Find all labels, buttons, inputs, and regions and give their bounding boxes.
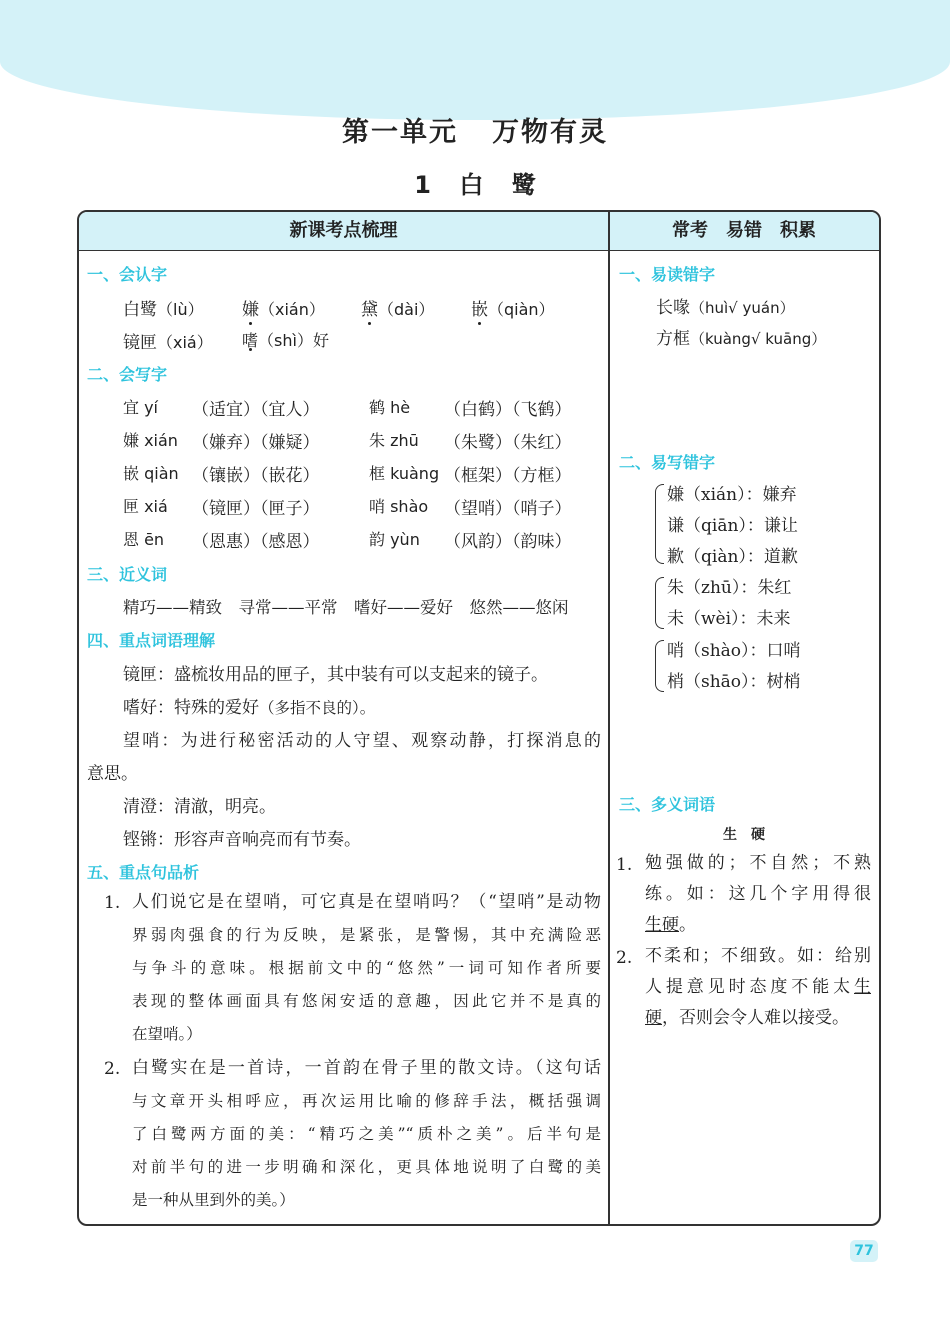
pinyin: （xián）	[259, 300, 325, 319]
sentence-2	[132, 1052, 601, 1217]
miswrite-item: 嫌（xián）：嫌弃	[667, 485, 797, 505]
write-char: 恩 ēn	[123, 530, 165, 549]
definition-1	[645, 848, 871, 941]
example-word: 硬	[645, 1008, 662, 1028]
unit-title	[0, 110, 950, 149]
definition-text: 。	[679, 915, 696, 935]
example-word: 生	[854, 977, 871, 997]
section-polysemy-title: 三、多义词语	[619, 795, 716, 814]
definition-text: ，否则会令人难以接受。	[662, 1008, 849, 1028]
vocab-note: （多指不良的）。	[259, 699, 376, 717]
recognize-item	[361, 295, 434, 320]
char: 镜匣	[123, 333, 157, 353]
misread-word: 长喙	[656, 298, 690, 318]
recognize-item	[123, 328, 213, 353]
pinyin: （shì）好	[258, 331, 329, 350]
miswrite-item: 未（wèi）：未来	[667, 609, 791, 629]
section-sentence-title: 五、重点句品析	[87, 863, 200, 882]
pinyin: （xiá）	[157, 333, 213, 352]
sentence-line: 与文章开头相呼应，再次运用比喻的修辞手法，概括强调	[132, 1092, 601, 1110]
vocab-text: 望哨：为进行秘密活动的人守望、观察动静，打探消息的	[123, 731, 601, 751]
write-words: （镜匣）（匣子）	[192, 499, 320, 519]
vocab-text: 嗜好：特殊的爱好	[123, 698, 259, 718]
write-words: （嫌弃）（嫌疑）	[192, 433, 320, 453]
sentence-line: 与争斗的意味。根据前文中的“悠然”一词可知作者所要	[132, 959, 601, 977]
vocab-wangshao	[123, 726, 601, 751]
miswrite-item: 朱（zhū）：朱红	[667, 578, 792, 598]
write-char: 韵 yùn	[369, 530, 420, 549]
unit-label: 第一单元	[342, 117, 458, 148]
vocab-wangshao-cont: 意思。	[87, 764, 138, 784]
miswrite-item: 梢（shāo）：树梢	[667, 672, 801, 692]
write-char: 框 kuàng	[369, 464, 440, 483]
vocab-shihao	[123, 693, 375, 718]
write-char: 宜 yí	[123, 398, 159, 417]
sentence-line: 对前半句的进一步明确和深化，更具体地说明了白鹭的美	[132, 1158, 601, 1176]
section-write-title: 二、会写字	[87, 365, 168, 384]
section-miswrite-title: 二、易写错字	[619, 453, 716, 472]
recognize-item	[471, 295, 555, 320]
brace	[655, 577, 664, 629]
miswrite-item: 歉（qiàn）：道歉	[667, 547, 798, 567]
sentence-line: 表现的整体画面具有悠闲安适的意趣，因此它并不是真的	[132, 992, 601, 1010]
polysemy-word: 生 硬	[723, 827, 765, 843]
brace	[655, 484, 664, 564]
section-recognize-title: 一、会认字	[87, 265, 168, 284]
pinyin: （qiàn）	[488, 300, 555, 319]
char: 黛	[361, 300, 378, 320]
write-char: 哨 shào	[369, 497, 429, 516]
definition-line: 练。如：这几个字用得很	[645, 884, 871, 904]
definition-line: 勉强做的；不自然；不熟	[645, 853, 871, 873]
sentence-line: 了白鹭两方面的美：“精巧之美”“质朴之美”。后半句是	[132, 1125, 601, 1143]
definition-2	[645, 941, 871, 1034]
write-words: （恩惠）（感恩）	[192, 532, 320, 552]
content-panel	[77, 210, 881, 1226]
write-words: （镶嵌）（嵌花）	[192, 466, 320, 486]
sentence-line: 界弱肉强食的行为反映，是紧张，是警惕，其中充满险恶	[132, 926, 601, 944]
section-synonym-title: 三、近义词	[87, 565, 168, 584]
write-words: （朱鹭）（朱红）	[444, 433, 572, 453]
vocab-kengqiang: 铿锵：形容声音响亮而有节奏。	[123, 830, 361, 850]
miswrite-item: 哨（shào）：口哨	[667, 641, 801, 661]
misread-pinyin: （kuàng√ kuāng）	[690, 330, 827, 348]
recognize-item	[123, 295, 204, 320]
lesson-title	[0, 165, 950, 200]
write-words: （白鹤）（飞鹤）	[444, 400, 572, 420]
misread-item	[656, 293, 795, 318]
definition-number: 2.	[616, 948, 633, 968]
char: 白鹭	[123, 300, 157, 320]
write-char: 嵌 qiàn	[123, 464, 179, 483]
sentence-line: 是一种从里到外的美。）	[132, 1191, 295, 1209]
pinyin: （dài）	[378, 300, 435, 319]
write-words: （框架）（方框）	[444, 466, 572, 486]
lesson-title-a: 白	[459, 171, 484, 199]
write-char: 嫌 xián	[123, 431, 178, 450]
char: 嗜	[242, 331, 259, 350]
example-word: 生硬	[645, 915, 679, 935]
synonym-list: 精巧——精致 寻常——平常 嗜好——爱好 悠然——悠闲	[123, 598, 569, 617]
misread-item	[656, 324, 826, 349]
sentence-number: 1.	[104, 893, 121, 913]
misread-word: 方框	[656, 329, 690, 349]
write-char: 鹤 hè	[369, 398, 411, 417]
pinyin: （lù）	[157, 300, 204, 319]
write-words: （适宜）（宜人）	[192, 400, 320, 420]
sentence-1	[132, 886, 601, 1051]
write-char: 匣 xiá	[123, 497, 168, 516]
vocab-qingcheng: 清澄：清澈，明亮。	[123, 797, 276, 817]
definition-text: 人提意见时态度不能太	[645, 977, 854, 997]
write-char: 朱 zhū	[369, 431, 419, 450]
column-divider	[608, 212, 610, 1224]
sentence-number: 2.	[104, 1059, 121, 1079]
page-number: 77	[850, 1240, 878, 1262]
left-header: 新课考点梳理	[79, 212, 608, 251]
sentence-line: 在望哨。）	[132, 1025, 202, 1043]
definition-line: 不柔和；不细致。如：给别	[645, 946, 871, 966]
unit-theme: 万物有灵	[492, 117, 608, 148]
recognize-item	[242, 328, 329, 351]
section-misread-title: 一、易读错字	[619, 265, 716, 284]
recognize-item	[242, 295, 325, 320]
section-vocab-title: 四、重点词语理解	[87, 631, 216, 650]
lesson-number: 1	[414, 171, 431, 199]
definition-number: 1.	[616, 855, 633, 875]
header-band	[0, 0, 950, 120]
miswrite-item: 谦（qiān）：谦让	[667, 516, 798, 536]
sentence-line: 白鹭实在是一首诗，一首韵在骨子里的散文诗。（这句话	[132, 1058, 601, 1078]
lesson-title-b: 鹭	[511, 171, 536, 199]
sentence-line: 人们说它是在望哨，可它真是在望哨吗？（“望哨”是动物	[132, 892, 601, 912]
write-words: （风韵）（韵味）	[444, 532, 572, 552]
misread-pinyin: （huì√ yuán）	[690, 299, 795, 317]
char: 嵌	[471, 300, 488, 320]
brace	[655, 640, 664, 692]
vocab-jingxia: 镜匣：盛梳妆用品的匣子，其中装有可以支起来的镜子。	[123, 665, 548, 685]
right-header: 常考 易错 积累	[609, 212, 879, 251]
char: 嫌	[242, 300, 259, 320]
write-words: （望哨）（哨子）	[444, 499, 572, 519]
